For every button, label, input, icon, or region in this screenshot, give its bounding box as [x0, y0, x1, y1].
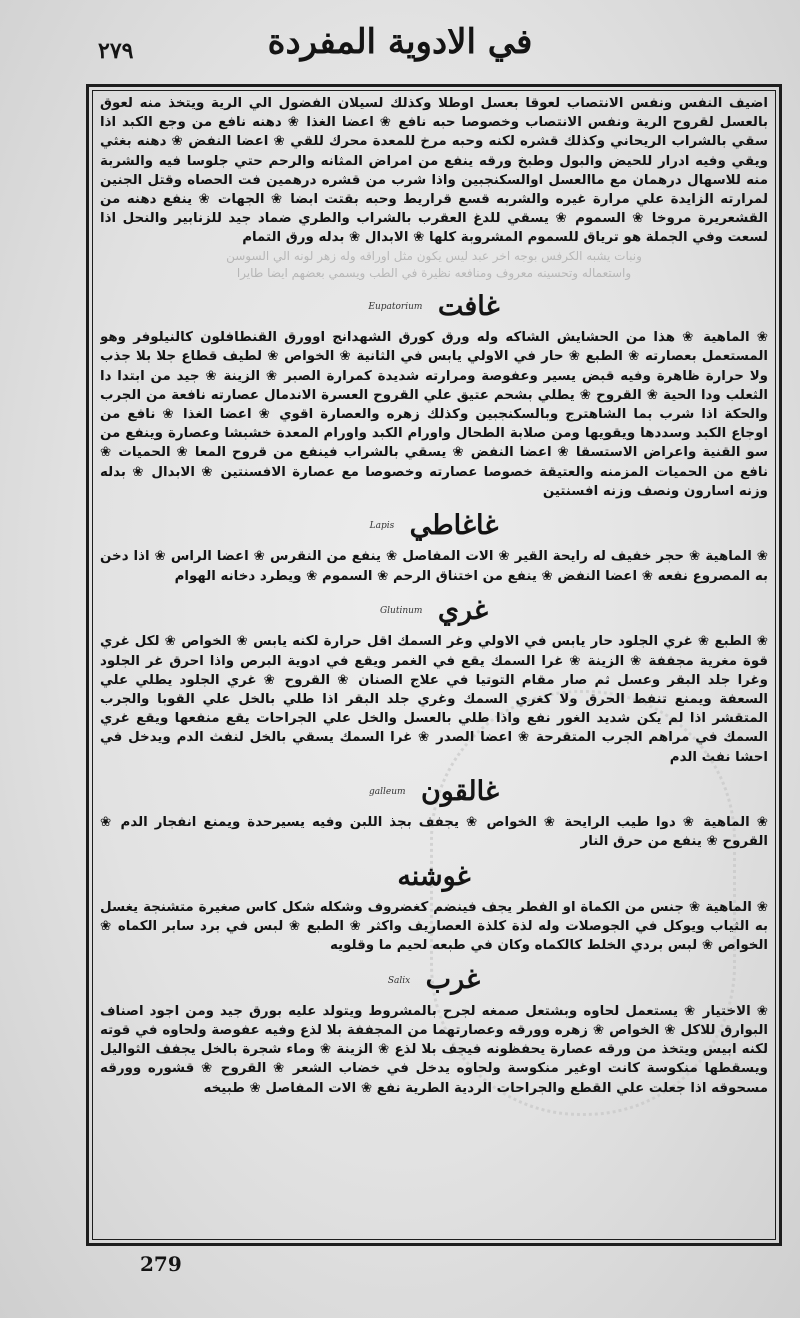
latin-annotation: galleum — [369, 787, 406, 798]
entry-heading — [100, 289, 768, 326]
entry-heading — [100, 508, 768, 545]
entry-text: ❀ الماهية ❀ دوا طيب الرايحة ❀ الخواص ❀ يجفف بجذ اللبن وفيه يسيرحدة ويمنع انفجار الدم ❀ القروح ❀ ينفع من حرق النار — [100, 815, 768, 850]
entry-heading — [100, 962, 768, 999]
entry-title: غرب — [425, 964, 481, 996]
entry-title: غاغاطي — [409, 509, 499, 541]
entry-title: غري — [437, 594, 489, 626]
latin-annotation: Salix — [387, 975, 411, 986]
page-number-top: ٢٧٩ — [98, 38, 134, 64]
entry-heading — [100, 774, 768, 811]
latin-annotation: Glutinum — [379, 606, 423, 617]
entry-heading — [100, 593, 768, 630]
entry-text: ❀ الطبع ❀ غري الجلود حار يابس في الاولي وغر السمك اقل حرارة لكنه يابس ❀ الخواص ❀ لكل غري قوة مغرية مجففة ❀ الزينة ❀ غرا السمك يقع في الغمر ويقع في ادوية البرص واذا احرق غر الجلود وغرا جلد البقر وعسل ثم صار مقام التوتيا في علاج الصنان ❀ القروح ❀ غري الجلود يطلي علي السعفة ويمنع تنفط الحرق ولا كغري السمك وغري جلد البقر اذا طلي بالخل علي القوبا والجرب المتقشر اذا لم يكن شديد الغور نفع واذا طلي بالعسل والخل علي الجراحات يقع منفعها ويقع غري السمك في مراهم الجرب المتقرحة ❀ اعضا الصدر ❀ غرا السمك يسقي بالخل لنفث الدم ويدخل في احشا نفث الدم — [100, 634, 768, 765]
entry-text: ❀ الماهية ❀ جنس من الكماة او الفطر يجف فينضم كغضروف وشكله شكل كاس صغيرة متشنجة يغسل به الثياب ويوكل في الجوصلات وله لذة كلذة العصاريف واكثر ❀ الطبع ❀ لبس في برد سابر الكماه ❀ الخواص ❀ لبس بردي الخلط كالكماه وكان في طبعه لحيم ما وقلويه — [100, 899, 768, 954]
entry-title: غافت — [437, 290, 500, 322]
page-number-bottom: 279 — [140, 1252, 182, 1276]
entry-title: غوشنه — [397, 860, 471, 892]
entry-text: ❀ الاختيار ❀ يستعمل لحاوه وبشتعل صمغه لجرح بالمشروط ويتولد عليه بورق جيد ومن اجود اصناف البوارق للاكل ❀ الخواص ❀ زهره وورقه وعصارتهما من المجففة بلا لذع وفيه عفوصة ولحاوه في قوته لكنه ابيس ويتخذ من ورقه عصارة يحفظونه فيجف بلا لذع ❀ الزينة ❀ وماء شجرة بالخل يجفف الثواليل ويسقطها منكوسة كانت اوغير منكوسة ولحاوه يدخل في خضاب الشعر ❀ القروح ❀ قشوره وورقه مسحوقه اذا جعلت علي القطع والجراحات الردية الطرية نفع ❀ الات المفاصل ❀ طبيخه — [100, 1003, 768, 1096]
text-block — [100, 94, 768, 1234]
bleed-line: ونبات يشبه الكرفس بوجه اخر عبد ليس يكون مثل اوراقه وله زهر لونه الي السوسن — [226, 248, 642, 263]
entry-heading — [100, 859, 768, 895]
entry-text: ❀ الماهية ❀ هذا من الحشايش الشاكه وله ورق كورق الشهدانج اوورق القنطافلون كالنيلوفر وهو المستعمل بعصارته ❀ الطبع ❀ حار في الاولي يابس في الثانية ❀ الخواص ❀ لطيف قطاع جلا بلا جذب ولا حرارة ظاهرة وفيه قبض يسير وعفوصة ومرارته شديدة كمرارة الصبر ❀ الزينة ❀ جيد من ابتدا دا الثعلب ودا الحية ❀ القروح ❀ يطلي بشحم عتيق علي القروح العسرة الاندمال عصارته نافعة من الجرب والحكة اذا شرب بما الشاهترج وبالسكنجبين وكذلك زهره والعصارة اقوي ❀ اعضا الغذا ❀ نافع من اوجاع الكبد وسددها ويقويها ومن صلابة الطحال واورام الكبد واورام المعدة خشبشا وعصارة وينفع من سو القنية واعراض الاستسقا ❀ اعضا النفض ❀ يسقي بالشراب فينفع من قروح المعا ❀ الحميات ❀ نافع من الحميات المزمنه والعتيقة خصوصا عصارته وخصوصا مع عصارة الافسنتين ❀ الابدال ❀ بدله وزنه اسارون ونصف وزنه افسنتين — [100, 330, 768, 499]
latin-annotation: Lapis — [369, 521, 395, 532]
bleed-through-text — [100, 248, 768, 282]
latin-annotation: Eupatorium — [368, 302, 423, 313]
entry-title: غالقون — [420, 775, 499, 807]
intro-paragraph: اضيف النفس ونفس الانتصاب لعوقا بعسل اوطلا وكذلك لسيلان الفضول الي الرية ويتخذ منه لعوق بالعسل لقروح الرية ونفس الانتصاب وخصوصا حبه نافع ❀ اعضا الغذا ❀ دهنه نافع من وجع الكبد اذا سقي بالشراب الريحاني وكذلك قشره لكنه وحبه مرخ للمعدة محرك للقي ❀ اعضا النفض ❀ دهنه بغثي ويقي وفيه ادرار للحيض والبول وطبخ ورقه ينفع من امراض المثانه والرحم حتي جلوسا فيه والشربة منه للاسهال درهمان مع ماالعسل اوالسكنجبين واذا شرب من قشره درهمين فت الحصاه وقتل الجنين لمرارته الزايدة علي مرارة غيره والشربه قسع قراريط وحبه بقتت ابضا ❀ الجهات ❀ ينفع دهنه من القشعريرة مروخا ❀ السموم ❀ يسقي للدغ العقرب بالشراب والطري ضماد جيد للزنابير والنحل اذا لسعت وفي الجملة هو ترياق للسموم المشروبة كلها ❀ الابدال ❀ بدله ورق التمام — [100, 96, 768, 246]
bleed-line: واستعماله وتحسينه معروف ومنافعه نظيرة في الطب ويسمي بعضهم ايضا طايرا — [236, 265, 632, 280]
running-title: في الادوية المفردة — [267, 22, 533, 62]
entry-text: ❀ الماهية ❀ حجر خفيف له رايحة القير ❀ الات المفاصل ❀ ينفع من النقرس ❀ اعضا الراس ❀ اذا دخن به المصروع نفعه ❀ اعضا النفض ❀ ينفع من اختناق الرحم ❀ السموم ❀ ويطرد دخانه الهوام — [100, 549, 768, 584]
